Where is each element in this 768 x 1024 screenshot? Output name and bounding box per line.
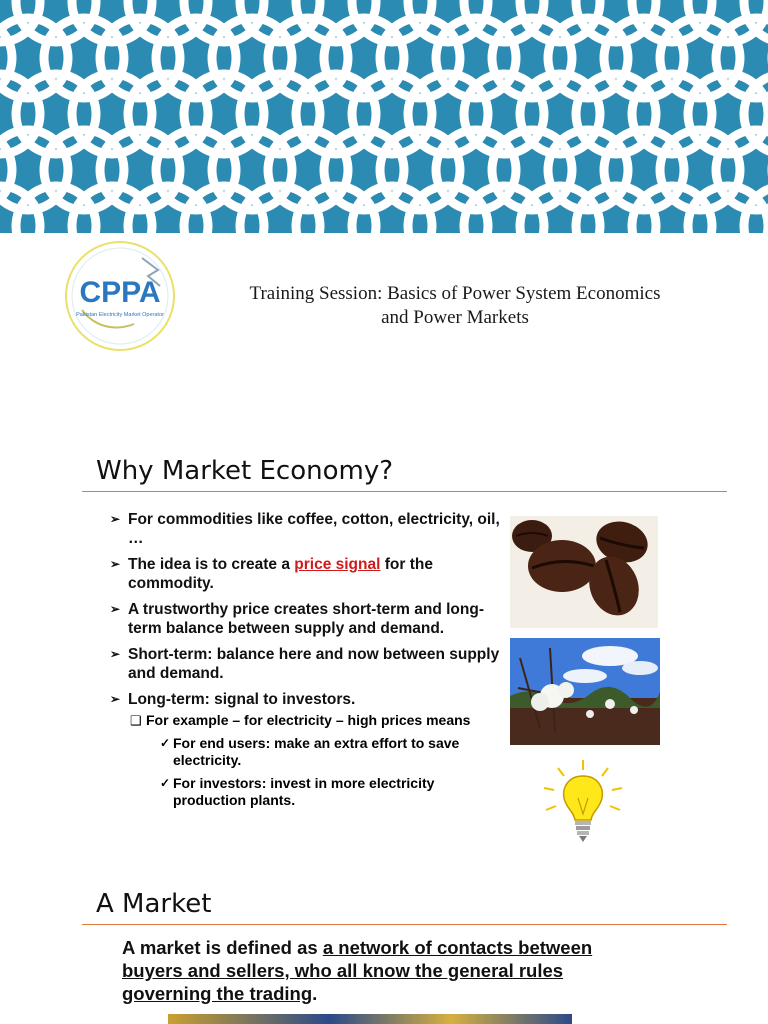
check-icon: ✓: [160, 776, 171, 790]
sub-bullet-item: ❑ For example – for electricity – high prices means: [130, 712, 471, 728]
subsub-bullet-item: ✓ For investors: invest in more electricity production plants.: [160, 775, 435, 808]
bullet-item: ➢ A trustworthy price creates short-term and long-term balance between supply and demand.: [110, 601, 484, 637]
arrow-icon: ➢: [110, 557, 121, 571]
title-rule: [82, 924, 727, 925]
light-bulb-icon: [538, 758, 628, 844]
bullet-list: [110, 510, 510, 815]
arrow-icon: ➢: [110, 647, 121, 661]
market-definition: A market is defined as a network of contacts between buyers and sellers, who all know the general rules governing the trading.: [122, 937, 593, 1004]
bullet-item: ➢ For commodities like coffee, cotton, electricity, oil, …: [110, 511, 500, 547]
check-icon: ✓: [160, 736, 171, 750]
arrow-icon: ➢: [110, 602, 121, 616]
logo-text: CPPA: [79, 276, 161, 309]
title-rule: [82, 491, 727, 492]
coffee-beans-image: [510, 516, 658, 628]
bottom-image: [168, 1014, 572, 1024]
cotton-field-image: [510, 638, 660, 745]
logo-subtext: Pakistan Electricity Market Operator: [76, 312, 164, 318]
price-signal-highlight: price signal: [294, 556, 381, 573]
checkbox-icon: ❑: [130, 713, 142, 728]
session-title-line1: Training Session: Basics of Power System Economics: [249, 283, 661, 304]
slide-title-why-market: Why Market Economy?: [96, 456, 394, 486]
slide-title-a-market: A Market: [96, 889, 212, 919]
subsub-bullet-item: ✓ For end users: make an extra effort to save electricity.: [160, 735, 460, 768]
market-definition-underlined: a network of contacts between buyers and sellers, who all know the general rules governing the trading: [122, 937, 593, 1004]
header-banner: [0, 0, 768, 233]
session-title: [190, 282, 720, 330]
bullet-item: ➢ The idea is to create a price signal for the commodity.: [110, 556, 433, 592]
bullet-item: ➢ Long-term: signal to investors.: [110, 691, 356, 708]
arrow-icon: ➢: [110, 512, 121, 526]
session-title-line2: and Power Markets: [381, 307, 529, 328]
arrow-icon: ➢: [110, 692, 121, 706]
bullet-item: ➢ Short-term: balance here and now between supply and demand.: [110, 646, 500, 682]
cppa-logo: [64, 240, 176, 352]
